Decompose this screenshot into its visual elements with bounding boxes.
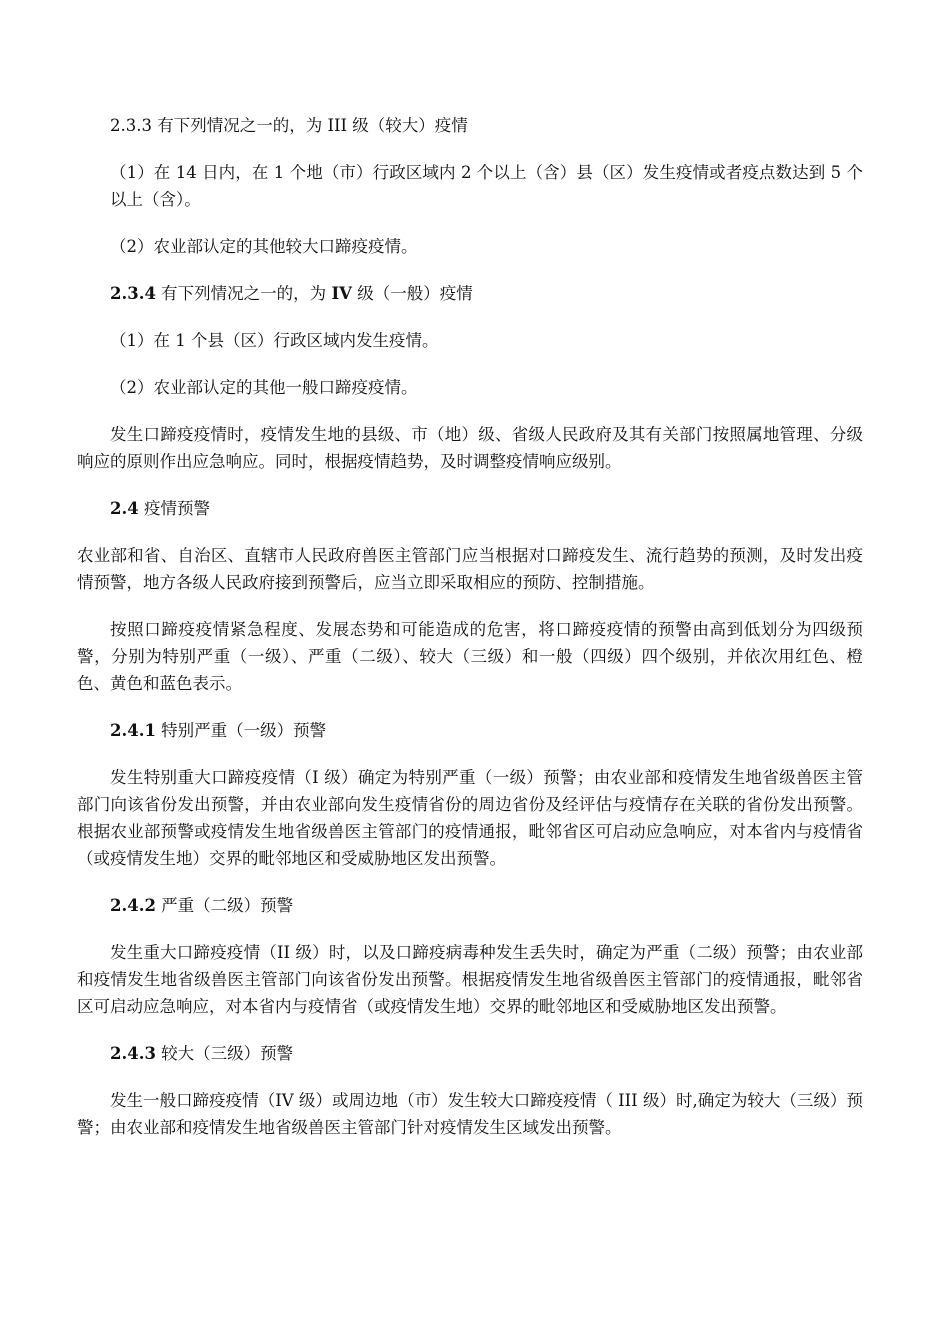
section-number: 2.4.3 [110,1044,156,1063]
list-item-2-3-4-2: （2）农业部认定的其他一般口蹄疫疫情。 [110,378,418,397]
paragraph-level-1: 发生特别重大口蹄疫疫情（I 级）确定为特别严重（一级）预警；由农业部和疫情发生地省级兽医主管部门向该省份发出预警，并由农业部向发生疫情省份的周边省份及经评估与疫情存在关联的省份发出预警。根据农业部预警或疫情发生地省级兽医主管部门的疫情通报，毗邻省区可启动应急响应，对本省内与疫情省（或疫情发生地）交界的毗邻地区和受威胁地区发出预警。 [77,768,863,868]
heading-2-4 [77,495,863,522]
section-title: 有下列情况之一的，为 III 级（较大）疫情 [151,116,468,135]
heading-2-4-3 [77,1040,863,1067]
section-title-bold: IV [331,284,352,303]
heading-2-3-4 [77,280,863,307]
section-title: 较大（三级）预警 [155,1044,294,1063]
section-title-pre: 有下列情况之一的，为 [155,284,332,303]
section-number: 2.3.4 [110,284,156,303]
section-title: 严重（二级）预警 [155,896,294,915]
paragraph-level-2: 发生重大口蹄疫疫情（II 级）时，以及口蹄疫病毒种发生丢失时，确定为严重（二级）预警；由农业部和疫情发生地省级兽医主管部门向该省份发出预警。根据疫情发生地省级兽医主管部门的疫情通报，毗邻省区可启动应急响应，对本省内与疫情省（或疫情发生地）交界的毗邻地区和受威胁地区发出预警。 [77,943,863,1016]
paragraph-response: 发生口蹄疫疫情时，疫情发生地的县级、市（地）级、省级人民政府及其有关部门按照属地管理、分级响应的原则作出应急响应。同时，根据疫情趋势，及时调整疫情响应级别。 [77,425,863,471]
list-item-2-3-4-1: （1）在 1 个县（区）行政区域内发生疫情。 [110,331,439,350]
heading-2-4-2 [77,892,863,919]
list-item-2-3-3-2: （2）农业部认定的其他较大口蹄疫疫情。 [110,237,418,256]
section-number: 2.4.2 [110,896,156,915]
section-title: 疫情预警 [138,499,210,518]
list-item-2-3-3-1: （1）在 14 日内，在 1 个地（市）行政区域内 2 个以上（含）县（区）发生疫情或者疫点数达到 5 个以上（含）。 [110,163,863,209]
paragraph-warning-intro: 农业部和省、自治区、直辖市人民政府兽医主管部门应当根据对口蹄疫发生、流行趋势的预测，及时发出疫情预警，地方各级人民政府接到预警后，应当立即采取相应的预防、控制措施。 [77,546,863,592]
section-number: 2.4.1 [110,721,156,740]
heading-2-3-3 [77,112,863,139]
heading-2-4-1 [77,717,863,744]
section-title-post: 级（一般）疫情 [351,284,473,303]
paragraph-warning-levels: 按照口蹄疫疫情紧急程度、发展态势和可能造成的危害，将口蹄疫疫情的预警由高到低划分为四级预警，分别为特别严重（一级）、严重（二级）、较大（三级）和一般（四级）四个级别，并依次用红色、橙色、黄色和蓝色表示。 [77,620,863,693]
section-title: 特别严重（一级）预警 [155,721,327,740]
paragraph-level-3: 发生一般口蹄疫疫情（IV 级）或周边地（市）发生较大口蹄疫疫情（ III 级）时,确定为较大（三级）预警；由农业部和疫情发生地省级兽医主管部门针对疫情发生区域发出预警。 [77,1091,863,1137]
document-page [77,112,863,1141]
section-number: 2.3.3 [110,116,152,135]
section-number: 2.4 [110,499,139,518]
